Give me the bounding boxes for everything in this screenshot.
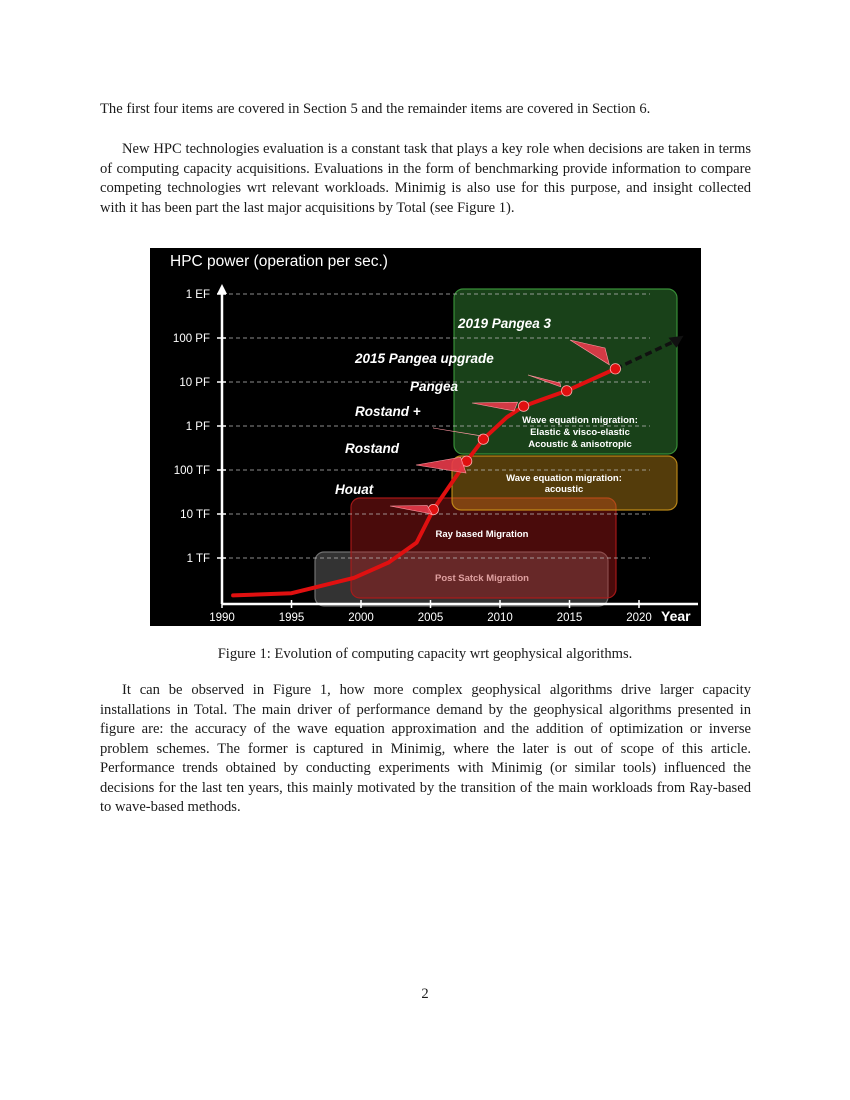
chart-title: HPC power (operation per sec.) [170, 253, 388, 270]
y-tick-label: 1 PF [185, 421, 210, 433]
x-tick-label: 1990 [209, 612, 235, 624]
milestone-marker [518, 401, 528, 411]
region-label: Ray based Migration [435, 529, 529, 540]
x-tick-label: 2020 [626, 612, 652, 624]
x-tick-label: 2005 [417, 612, 444, 624]
x-tick-label: 1995 [278, 612, 305, 624]
figure-caption: Figure 1: Evolution of computing capacity wrt geophysical algorithms. [217, 646, 633, 662]
hpc-power-chart [150, 248, 701, 626]
paragraph-observations: It can be observed in Figure 1, how more complex geophysical algorithms drive larger capacity installations in Total. The main driver of performance demand by the geophysical algorithms presented in figure are: the accuracy of the wave equation approximation and the addition of optimization or inverse problem schemes. The former is captured in Minimig, where the later is out of scope of this article. Performance trends obtained by conducting experiments with Minimig (or similar tools) influenced the decisions for the last ten years, this mainly motivated by the transition of the main workloads from Ray-based to wave-based methods. [100, 682, 751, 815]
milestone-label: Rostand + [355, 404, 421, 419]
milestone-marker [610, 364, 620, 374]
y-tick-label: 1 EF [185, 289, 210, 301]
paragraph-intro: The first four items are covered in Section 5 and the remainder items are covered in Section 6. [100, 101, 651, 117]
milestone-label: Rostand [345, 441, 399, 456]
paragraph-hpc-evaluation: New HPC technologies evaluation is a constant task that plays a key role when decisions are taken in terms of computing capacity acquisitions. Evaluations in the form of benchmarking provide information to compare competing technologies wrt relevant workloads. Minimig is also use for this purpose, and insight collected with it has been part the last major acquisitions by Total (see Figure 1). [100, 141, 751, 216]
x-tick-label: 2000 [348, 612, 374, 624]
region-label: acoustic [544, 484, 584, 495]
x-tick-label: 2015 [556, 612, 583, 624]
region-label: Acoustic & anisotropic [528, 439, 632, 450]
region-label: Elastic & visco-elastic [530, 427, 630, 438]
milestone-marker [562, 386, 572, 396]
region-label: Wave equation migration: [522, 415, 638, 426]
milestone-label: 2015 Pangea upgrade [355, 351, 494, 366]
y-tick-label: 100 TF [173, 465, 210, 477]
y-tick-label: 10 PF [179, 377, 210, 389]
x-axis-label: Year [661, 608, 691, 624]
milestone-label: Houat [335, 482, 374, 497]
region-label: Wave equation migration: [506, 473, 622, 484]
milestone-label: Pangea [410, 379, 459, 394]
region-box [351, 498, 616, 598]
y-tick-label: 10 TF [180, 509, 210, 521]
region-label: Post Satck Migration [435, 573, 529, 584]
milestone-label: 2019 Pangea 3 [458, 316, 552, 331]
page-number: 2 [421, 986, 429, 1002]
y-tick-label: 100 PF [172, 333, 210, 345]
x-tick-label: 2010 [487, 612, 513, 624]
y-tick-label: 1 TF [186, 553, 210, 565]
